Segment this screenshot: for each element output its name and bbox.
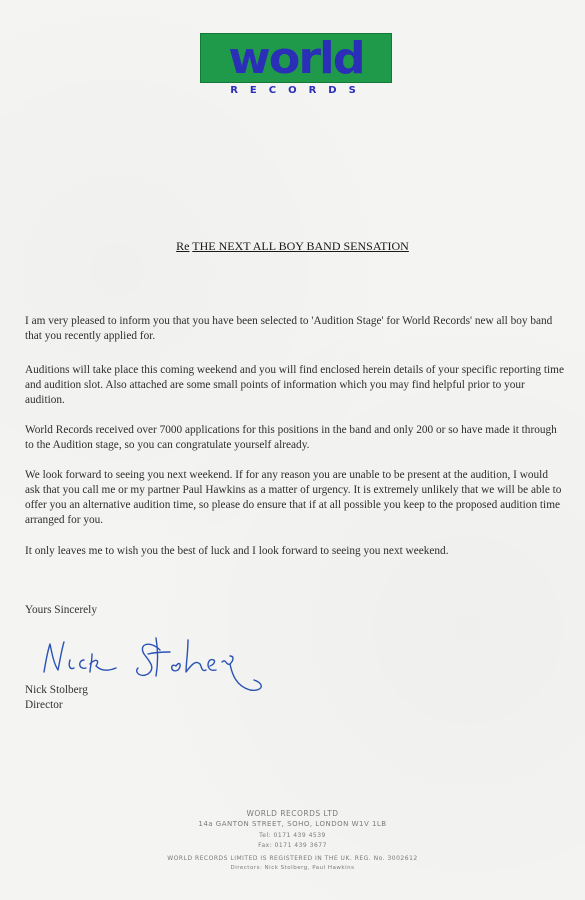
closing-salutation: Yours Sincerely (25, 604, 97, 616)
paragraph-auditions: Auditions will take place this coming weekend and you will find enclosed herein details of your specific reporting time and audition slot. Also attached are some small points of information which you may find helpful prior to your audition. (25, 364, 564, 406)
paragraph-look-forward: We look forward to seeing you next weekend. If for any reason you are unable to be present at the audition, I would ask that you call me or my partner Paul Hawkins as a matter of urgency. It is extremely unlikely that we will be able to offer you an alternative audition time, so please do ensure that if at all possible you keep to the proposed audition time arranged for you. (25, 469, 562, 526)
signatory-role: Director (25, 699, 63, 711)
paragraph-applications: World Records received over 7000 applications for this positions in the band and only 200 or so have made it through to the Audition stage, so you can congratulate yourself already. (25, 424, 557, 451)
footer-address: 14a GANTON STREET, SOHO, LONDON W1V 1LB (198, 820, 387, 828)
subject-re: Re (176, 239, 190, 253)
footer-tel: Tel: 0171 439 4539 (259, 832, 326, 839)
subject-title: THE NEXT ALL BOY BAND SENSATION (192, 239, 409, 253)
paragraph-good-luck: It only leaves me to wish you the best of luck and I look forward to seeing you next weekend. (25, 545, 449, 557)
footer-registration: WORLD RECORDS LIMITED IS REGISTERED IN THE UK. REG. No. 3002612 (167, 855, 418, 862)
paragraph-selected: I am very pleased to inform you that you have been selected to 'Audition Stage' for World Records' new all boy band that you recently applied for. (25, 315, 553, 342)
subject-line (0, 239, 585, 254)
footer-company: WORLD RECORDS LTD (246, 809, 339, 818)
footer-fax: Fax: 0171 439 3677 (258, 842, 327, 849)
signatory-name: Nick Stolberg (25, 684, 88, 696)
world-records-logo (200, 33, 392, 83)
logo-records-text: RECORDS (230, 85, 368, 96)
footer-directors: Directors: Nick Stolberg, Paul Hawkins (230, 865, 355, 871)
logo-word: world (228, 33, 364, 83)
